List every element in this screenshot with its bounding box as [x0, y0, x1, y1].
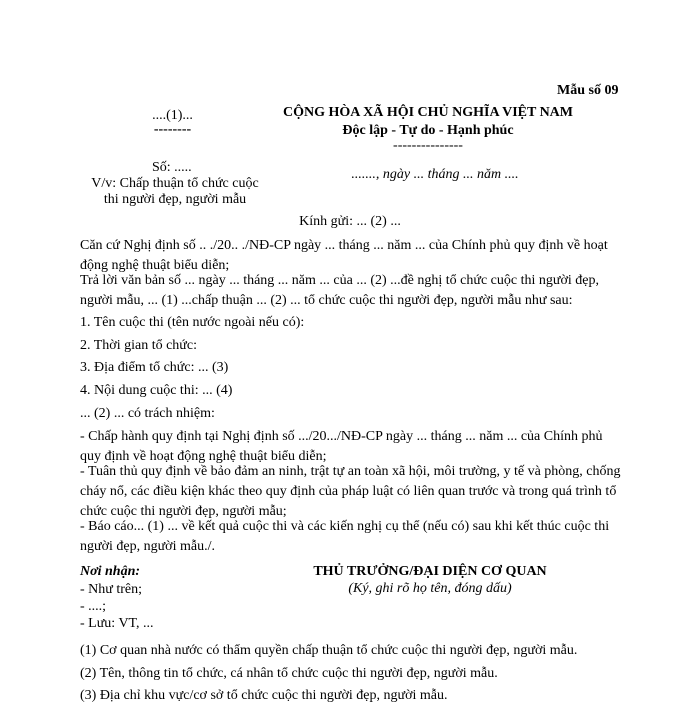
list-item: 2. Thời gian tổ chức: [80, 338, 197, 353]
national-title: CỘNG HÒA XÃ HỘI CHỦ NGHĨA VIỆT NAM [282, 105, 573, 120]
list-item: 3. Địa điểm tổ chức: ... (3) [80, 360, 229, 375]
recipients-title: Nơi nhận: [80, 564, 141, 579]
subject-line-2: thi người đẹp, người mẫu [103, 192, 247, 207]
body-paragraph: - Tuân thủ quy định về bảo đảm an ninh, trật tự an toàn xã hội, môi trường, y tế và phòng, chống cháy nổ, các điều kiện khác theo quy định của pháp luật có liên quan trước và trong quá trình tổ chức cuộc thi người đẹp, người mẫu; [80, 464, 621, 519]
recipient-item: - Như trên; [80, 582, 143, 597]
recipient-item: - Lưu: VT, ... [80, 616, 154, 631]
body-paragraph: - Báo cáo... (1) ... về kết quả cuộc thi và các kiến nghị cụ thể (nếu có) sau khi kết thúc cuộc thi người đẹp, người mẫu./. [80, 519, 610, 554]
body-paragraph: Căn cứ Nghị định số .. ./20.. ./NĐ-CP ngày ... tháng ... năm ... của Chính phủ quy định về hoạt động nghệ thuật biểu diễn; [80, 238, 608, 273]
signer-note: (Ký, ghi rõ họ tên, đóng dấu) [348, 581, 512, 596]
footnote: (3) Địa chỉ khu vực/cơ sở tổ chức cuộc thi người đẹp, người mẫu. [80, 688, 448, 703]
date-line: ......., ngày ... tháng ... năm .... [351, 167, 519, 182]
form-number: Mẫu số 09 [557, 83, 619, 98]
footnote: (1) Cơ quan nhà nước có thẩm quyền chấp thuận tổ chức cuộc thi người đẹp, người mẫu. [80, 643, 578, 658]
recipient-line: Kính gửi: ... (2) ... [299, 214, 401, 229]
responsibility-heading: ... (2) ... có trách nhiệm: [80, 406, 215, 421]
list-item: 1. Tên cuộc thi (tên nước ngoài nếu có): [80, 315, 305, 330]
motto-divider: --------------- [393, 138, 463, 153]
subject-line-1: V/v: Chấp thuận tổ chức cuộc [91, 176, 259, 191]
body-paragraph: - Chấp hành quy định tại Nghị định số .../20.../NĐ-CP ngày ... tháng ... năm ... của Chính phủ quy định về hoạt động nghệ thuật biểu diễn; [80, 429, 603, 464]
recipient-item: - ....; [80, 599, 107, 614]
national-motto: Độc lập - Tự do - Hạnh phúc [342, 123, 514, 138]
org-divider: -------- [153, 122, 192, 137]
document-number: Số: ..... [152, 160, 192, 175]
body-paragraph: Trả lời văn bản số ... ngày ... tháng ... năm ... của ... (2) ...đề nghị tổ chức cuộc thi người đẹp, người mẫu, ... (1) ...chấp thuận ... (2) ... tổ chức cuộc thi người đẹp, người mẫu như sau: [80, 273, 599, 308]
signer-title: THỦ TRƯỞNG/ĐẠI DIỆN CƠ QUAN [313, 564, 547, 579]
list-item: 4. Nội dung cuộc thi: ... (4) [80, 383, 233, 398]
footnote: (2) Tên, thông tin tổ chức, cá nhân tổ chức cuộc thi người đẹp, người mẫu. [80, 666, 498, 681]
issuing-org: ....(1)... [152, 108, 193, 123]
